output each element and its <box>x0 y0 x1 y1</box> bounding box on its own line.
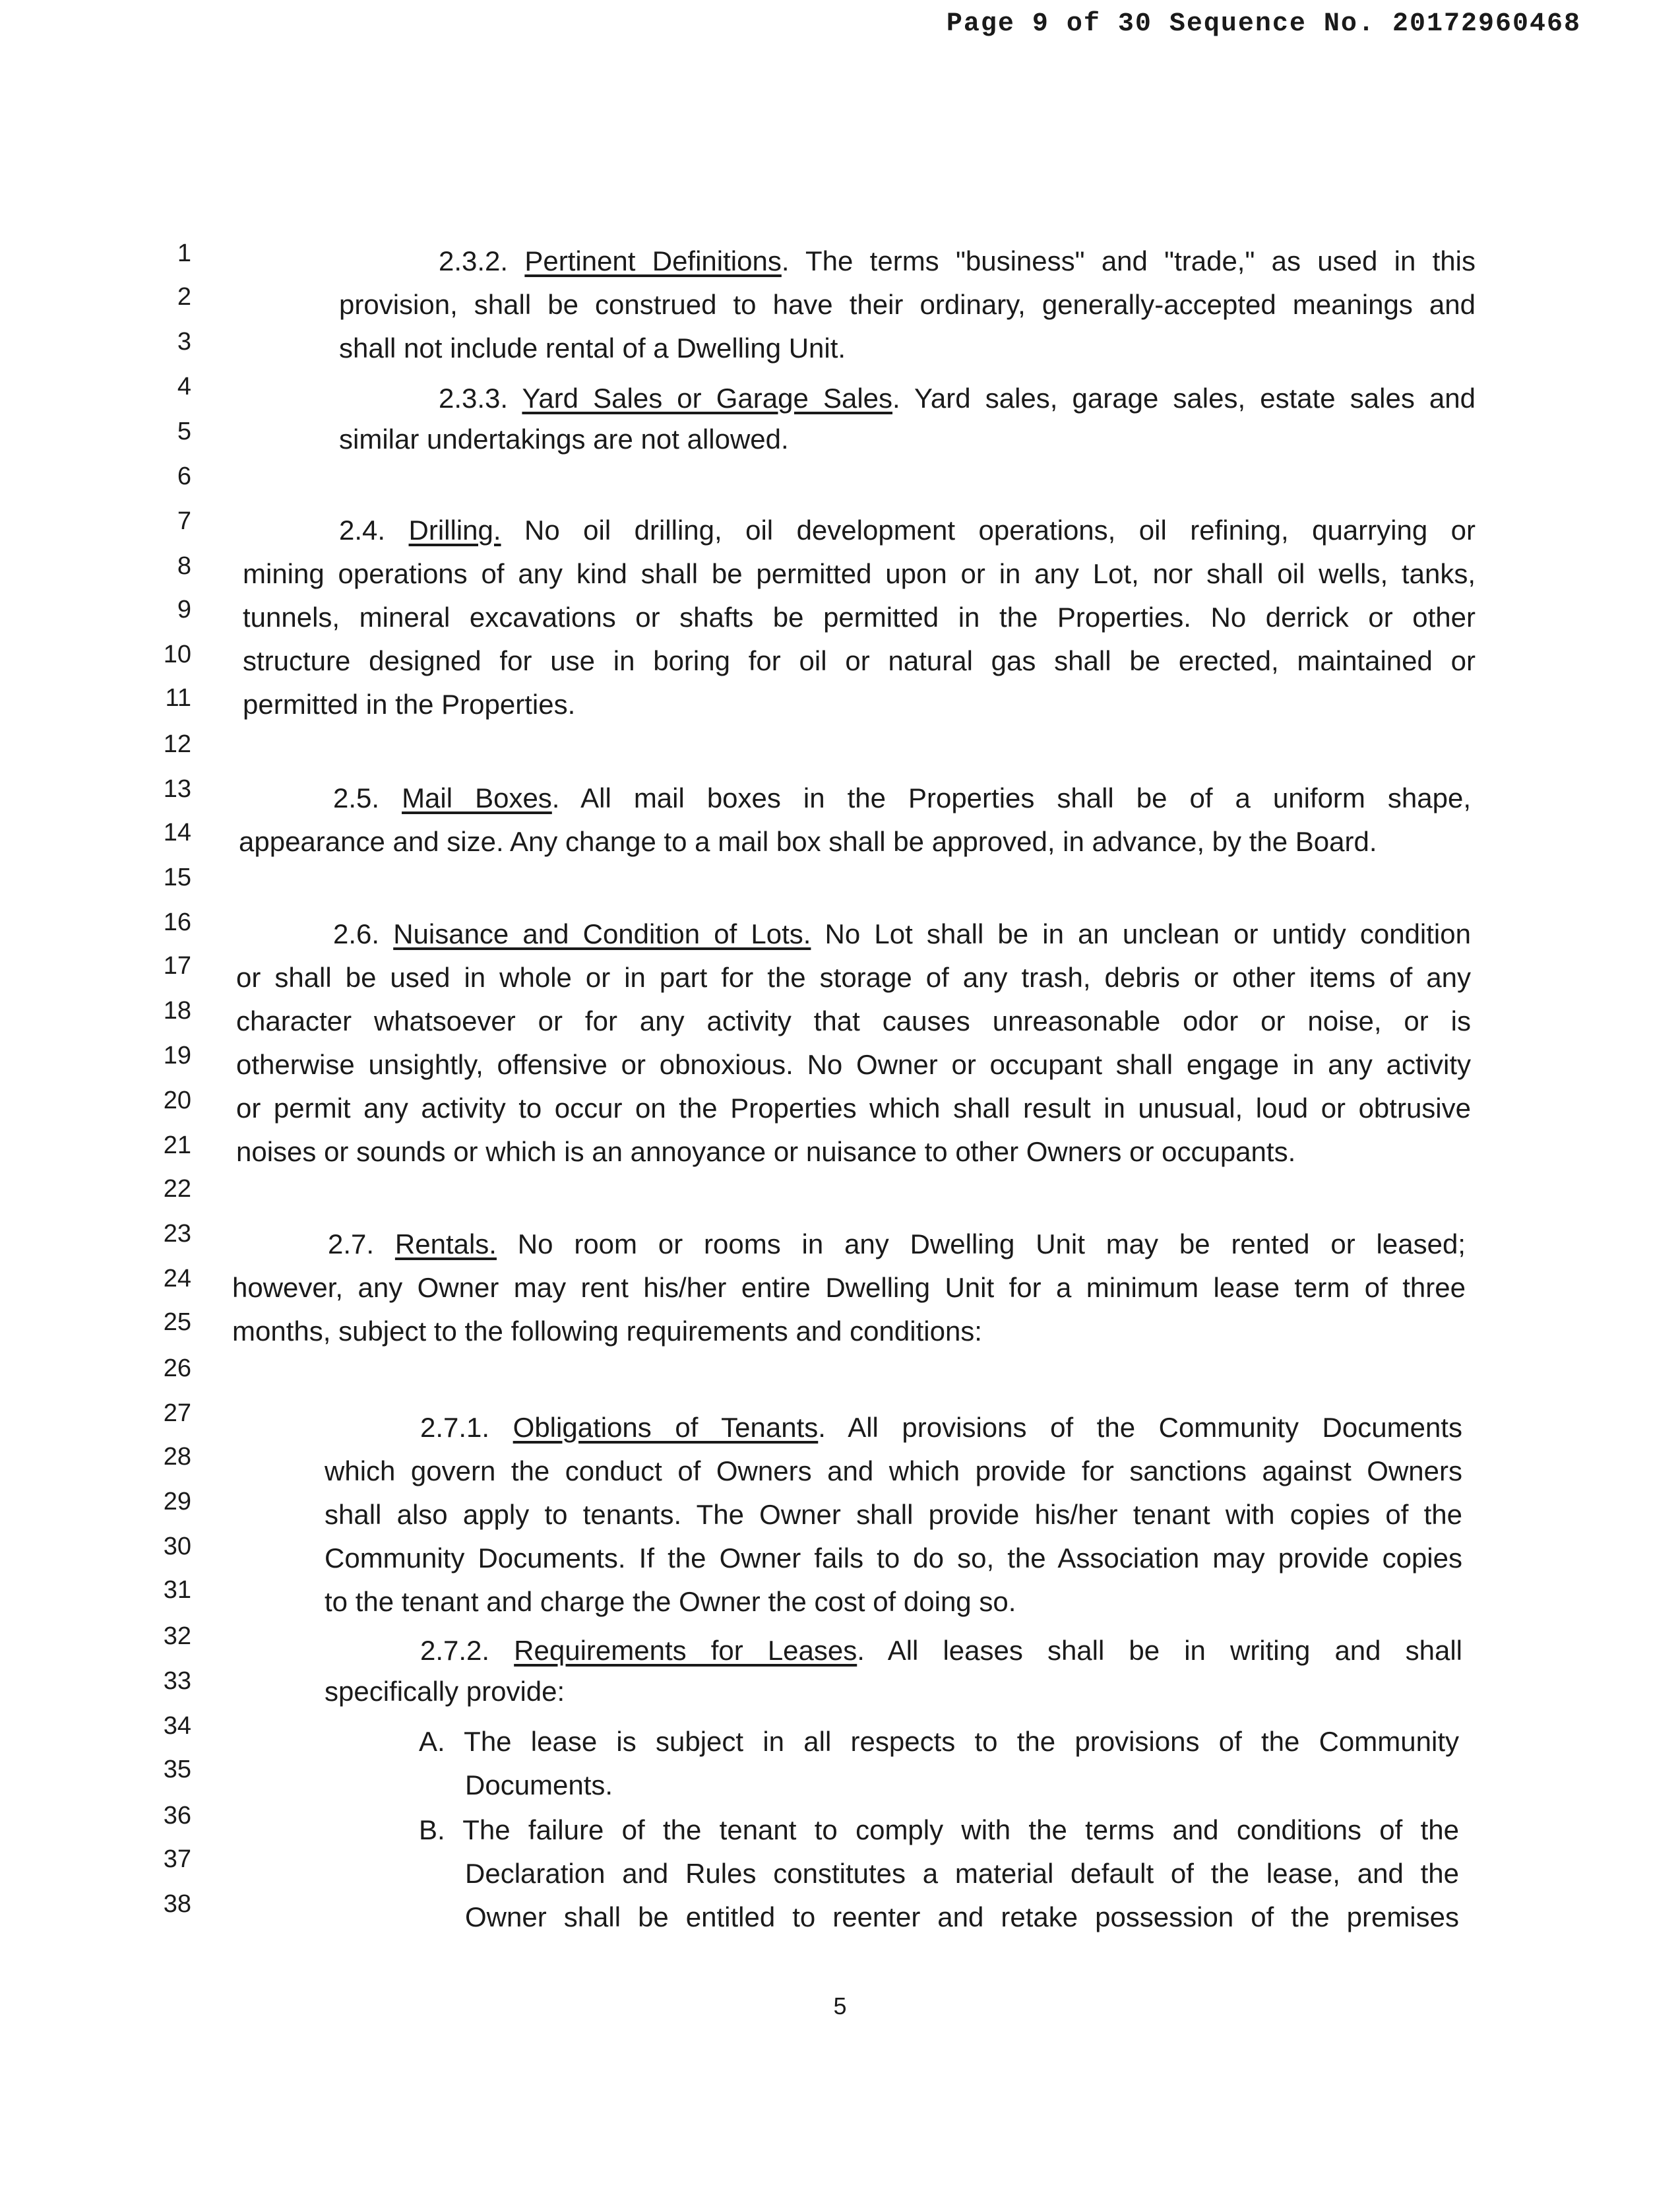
line-number: 37 <box>163 1845 191 1873</box>
line-number: 9 <box>177 596 191 623</box>
section-title: Pertinent Definitions <box>524 245 782 276</box>
line-number: 1 <box>177 239 191 267</box>
line-text: appearance and size. Any change to a mail box shall be approved, in advance, by the Board. <box>239 826 1377 857</box>
text-line <box>325 1536 1462 1581</box>
text-line <box>465 1851 1459 1896</box>
line-number: 34 <box>163 1712 191 1740</box>
text-line <box>236 955 1471 1000</box>
text-line <box>232 1265 1466 1310</box>
line-number: 7 <box>177 507 191 535</box>
section-title: Yard Sales or Garage Sales <box>522 383 893 414</box>
line-number: 4 <box>177 373 191 400</box>
line-text: mining operations of any kind shall be permitted upon or in any Lot, nor shall oil wells, tanks, <box>243 558 1476 589</box>
line-number: 32 <box>163 1622 191 1650</box>
text-line <box>439 376 1476 421</box>
text-line <box>325 1669 565 1714</box>
text-line <box>236 1042 1471 1087</box>
text-line <box>339 417 789 462</box>
text-line <box>243 682 575 727</box>
line-number: 5 <box>177 418 191 445</box>
line-number: 12 <box>163 730 191 758</box>
line-number: 21 <box>163 1131 191 1159</box>
line-number: 28 <box>163 1443 191 1471</box>
line-number: 15 <box>163 864 191 891</box>
section-number: 2.7. <box>328 1228 395 1259</box>
page-number: 5 <box>833 1992 847 2020</box>
line-number: 10 <box>163 641 191 668</box>
text-line <box>339 282 1476 327</box>
line-number: 19 <box>163 1042 191 1069</box>
section-title: Drilling. <box>408 515 501 546</box>
line-text: permitted in the Properties. <box>243 689 576 720</box>
line-text: Declaration and Rules constitutes a material default of the lease, and the <box>465 1858 1459 1889</box>
line-text: months, subject to the following requirements and conditions: <box>232 1316 982 1347</box>
line-number: 3 <box>177 328 191 356</box>
text-line <box>325 1492 1462 1537</box>
page-header: Page 9 of 30 Sequence No. 20172960468 <box>946 9 1581 39</box>
line-number: 26 <box>163 1354 191 1382</box>
text-line <box>325 1579 1016 1624</box>
text-line <box>236 1129 1295 1174</box>
line-text: noises or sounds or which is an annoyance or nuisance to other Owners or occupants. <box>236 1136 1296 1167</box>
text-line <box>239 819 1377 864</box>
line-text: otherwise unsightly, offensive or obnoxious. No Owner or occupant shall engage in any activity <box>236 1049 1471 1080</box>
text-line <box>419 1719 1459 1764</box>
section-title: Obligations of Tenants <box>513 1412 819 1443</box>
line-text: specifically provide: <box>325 1676 565 1707</box>
section-number: 2.3.2. <box>439 245 525 276</box>
line-number: 2 <box>177 283 191 311</box>
section-number: 2.7.2. <box>420 1635 514 1666</box>
line-number: 23 <box>163 1220 191 1248</box>
section-number: 2.3.3. <box>439 383 522 414</box>
section-text: No oil drilling, oil development operations, oil refining, quarrying or <box>501 515 1476 546</box>
line-number: 14 <box>163 819 191 846</box>
text-line <box>419 1808 1459 1853</box>
line-number: 16 <box>163 908 191 936</box>
line-number: 13 <box>163 775 191 803</box>
line-text: provision, shall be construed to have their ordinary, generally-accepted meanings and <box>339 289 1476 320</box>
text-line <box>333 776 1471 821</box>
text-line <box>236 1086 1471 1131</box>
line-text: or shall be used in whole or in part for the storage of any trash, debris or other items of any <box>236 962 1471 993</box>
line-number: 24 <box>163 1265 191 1292</box>
line-text: A. The lease is subject in all respects to the provisions of the Community <box>419 1726 1459 1757</box>
line-number: 33 <box>163 1667 191 1695</box>
line-number: 35 <box>163 1756 191 1783</box>
line-text: Owner shall be entitled to reenter and retake possession of the premises <box>465 1901 1459 1932</box>
section-title: Nuisance and Condition of Lots. <box>393 918 811 949</box>
line-number: 30 <box>163 1533 191 1560</box>
line-text: structure designed for use in boring for oil or natural gas shall be erected, maintained or <box>243 645 1476 676</box>
section-number: 2.6. <box>333 918 394 949</box>
section-text: . Yard sales, garage sales, estate sales and <box>892 383 1476 414</box>
line-number: 36 <box>163 1802 191 1829</box>
line-text: tunnels, mineral excavations or shafts be permitted in the Properties. No derrick or other <box>243 602 1476 633</box>
text-line <box>243 552 1476 596</box>
text-line <box>243 639 1476 684</box>
section-text: No Lot shall be in an unclean or untidy condition <box>811 918 1471 949</box>
section-text: . All leases shall be in writing and shall <box>857 1635 1462 1666</box>
section-number: 2.5. <box>333 782 402 813</box>
line-text: shall also apply to tenants. The Owner shall provide his/her tenant with copies of the <box>325 1499 1462 1530</box>
text-line <box>339 508 1476 553</box>
section-title: Rentals. <box>394 1228 497 1259</box>
line-number: 38 <box>163 1890 191 1918</box>
text-line <box>465 1763 613 1808</box>
text-line <box>465 1895 1459 1940</box>
line-number: 8 <box>177 552 191 580</box>
line-text: Community Documents. If the Owner fails to do so, the Association may provide copies <box>325 1543 1462 1574</box>
line-text: which govern the conduct of Owners and which provide for sanctions against Owners <box>325 1455 1462 1486</box>
line-text: B. The failure of the tenant to comply with the terms and conditions of the <box>419 1814 1459 1845</box>
text-line <box>232 1309 982 1354</box>
line-text: to the tenant and charge the Owner the cost of doing so. <box>325 1586 1016 1617</box>
text-line <box>236 999 1471 1044</box>
text-line <box>328 1222 1466 1267</box>
line-text: similar undertakings are not allowed. <box>339 424 789 455</box>
text-line <box>439 239 1476 284</box>
line-text: shall not include rental of a Dwelling Unit. <box>339 333 846 364</box>
line-number: 11 <box>165 684 191 712</box>
line-number: 22 <box>163 1175 191 1203</box>
text-line <box>243 595 1476 640</box>
line-text: character whatsoever or for any activity that causes unreasonable odor or noise, or is <box>236 1005 1471 1036</box>
line-number: 17 <box>163 952 191 980</box>
line-text: however, any Owner may rent his/her entire Dwelling Unit for a minimum lease term of three <box>232 1272 1466 1303</box>
section-number: 2.7.1. <box>420 1412 513 1443</box>
line-number: 20 <box>163 1087 191 1114</box>
text-line <box>420 1405 1462 1450</box>
section-text: . All mail boxes in the Properties shall be of a uniform shape, <box>551 782 1471 813</box>
line-number: 6 <box>177 462 191 490</box>
line-number: 31 <box>163 1576 191 1604</box>
line-number: 27 <box>163 1399 191 1427</box>
section-number: 2.4. <box>339 515 409 546</box>
line-text: or permit any activity to occur on the Properties which shall result in unusual, loud or obtrusive <box>236 1093 1471 1124</box>
text-line <box>325 1449 1462 1494</box>
section-text: No room or rooms in any Dwelling Unit may be rented or leased; <box>496 1228 1466 1259</box>
line-number: 29 <box>163 1488 191 1515</box>
text-line <box>420 1628 1462 1673</box>
section-title: Mail Boxes <box>402 782 552 813</box>
section-text: . All provisions of the Community Documents <box>818 1412 1462 1443</box>
line-text: Documents. <box>465 1769 613 1800</box>
text-line <box>339 326 846 371</box>
line-number: 18 <box>163 997 191 1025</box>
section-text: . The terms "business" and "trade," as used in this <box>781 245 1476 276</box>
section-title: Requirements for Leases <box>514 1635 857 1666</box>
text-line <box>333 912 1471 957</box>
line-number: 25 <box>163 1308 191 1336</box>
